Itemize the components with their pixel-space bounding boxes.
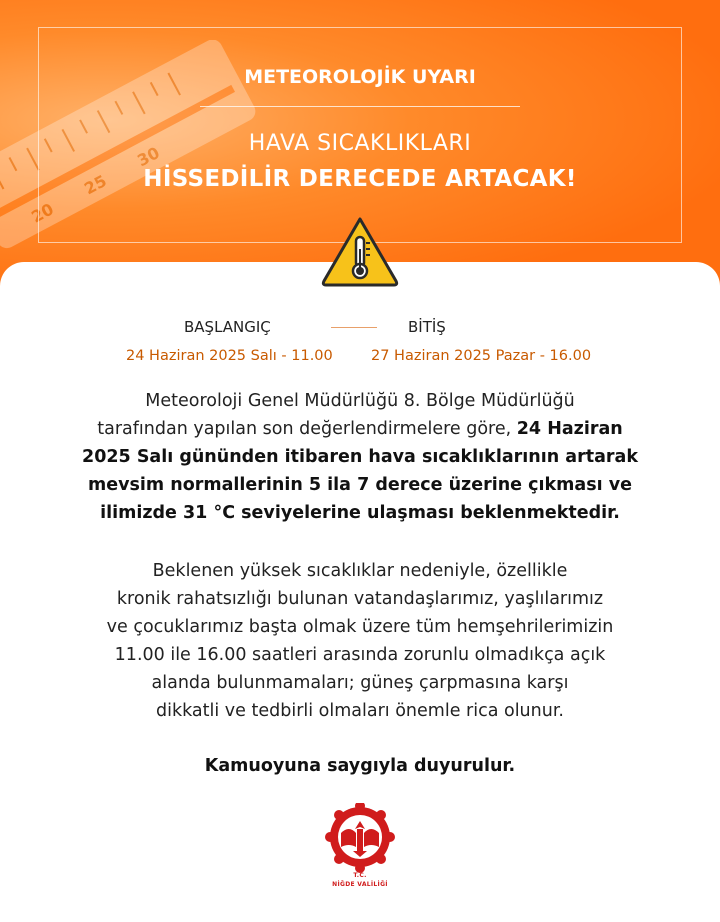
paragraph-line: alanda bulunmamaları; güneş çarpmasına karşı (151, 673, 569, 693)
paragraph-line: Beklenen yüksek sıcaklıklar nedeniyle, özellikle (152, 561, 568, 581)
paragraph-2 (60, 557, 660, 725)
tick-label: 30 (134, 143, 163, 171)
alert-category: METEOROLOJİK UYARI (244, 66, 476, 88)
headline-line-2: HİSSEDİLİR DERECEDE ARTACAK! (143, 166, 577, 192)
paragraph-line: ve çocuklarımız başta olmak üzere tüm hemşehrilerimizin (106, 617, 614, 637)
tick-label: 20 (28, 199, 57, 227)
warning-thermometer-icon (320, 215, 400, 287)
end-label: BİTİŞ (408, 318, 446, 336)
paragraph-line: 2025 Salı gününden itibaren hava sıcaklıklarının artarak (82, 447, 638, 467)
paragraph-line: kronik rahatsızlığı bulunan vatandaşlarımız, yaşlılarımız (116, 589, 604, 609)
header-divider (200, 106, 520, 107)
end-date: 27 Haziran 2025 Pazar - 16.00 (371, 348, 592, 364)
paragraph-1 (60, 387, 660, 527)
start-label: BAŞLANGIÇ (184, 318, 271, 336)
paragraph-line: tarafından yapılan son değerlendirmelere göre, 24 Haziran (97, 419, 623, 439)
paragraph-line: mevsim normallerinin 5 ila 7 derece üzerine çıkması ve (88, 475, 632, 495)
logo-caption-tc: T.C. (353, 872, 367, 879)
tick-label: 25 (81, 171, 110, 199)
paragraph-line: 11.00 ile 16.00 saatleri arasında zorunlu olmadıkça açık (114, 645, 606, 665)
start-date: 24 Haziran 2025 Salı - 11.00 (126, 348, 333, 364)
date-separator (331, 327, 377, 328)
paragraph-line: Meteoroloji Genel Müdürlüğü 8. Bölge Müdürlüğü (145, 391, 575, 411)
closing-statement: Kamuoyuna saygıyla duyurulur. (204, 756, 516, 776)
headline-line-1: HAVA SICAKLIKLARI (248, 131, 472, 156)
logo-caption-valilik: NİĞDE VALİLİĞİ (332, 881, 388, 888)
paragraph-line: ilimizde 31 °C seviyelerine ulaşması beklenmektedir. (100, 503, 620, 523)
paragraph-line: dikkatli ve tedbirli olmaları önemle rica olunur. (156, 701, 564, 721)
